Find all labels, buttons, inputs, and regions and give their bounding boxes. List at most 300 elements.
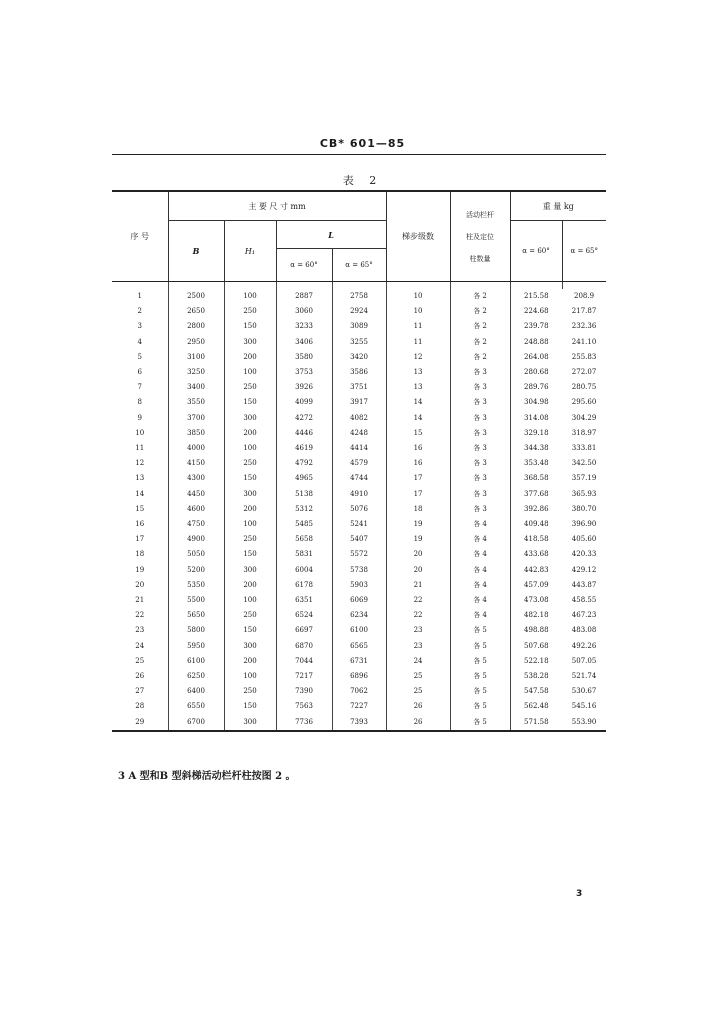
h1-cell: 200: [224, 350, 276, 365]
railing-cell: 各 3: [450, 426, 510, 441]
table-row: [112, 456, 606, 471]
weight-alpha65-cell: 208.9: [574, 292, 595, 300]
serial-cell: 23: [135, 626, 145, 635]
railing-cell: 各 2: [450, 289, 510, 304]
b-cell: 6100: [168, 654, 224, 669]
l-alpha60-cell: 5831: [276, 547, 332, 562]
serial-cell: 20: [135, 580, 145, 589]
l-alpha65-cell: 3420: [332, 350, 386, 365]
weight-alpha60-cell: 239.78: [510, 319, 562, 334]
weight-alpha60-cell: 314.08: [510, 411, 562, 426]
serial-cell: 6: [137, 368, 142, 377]
steps-cell: 13: [386, 380, 450, 395]
h1-cell: 300: [224, 639, 276, 654]
weight-alpha65-cell: 443.87: [571, 580, 597, 589]
h1-cell: 250: [224, 532, 276, 547]
steps-cell: 23: [386, 623, 450, 638]
weight-alpha65-cell: 280.75: [571, 383, 597, 392]
h1-cell: 250: [224, 304, 276, 319]
l-alpha60-cell: 5312: [276, 502, 332, 517]
weight-alpha60-cell: 457.09: [510, 578, 562, 593]
steps-cell: 21: [386, 578, 450, 593]
steps-cell: 13: [386, 365, 450, 380]
weight-alpha65-cell: 458.55: [571, 596, 597, 605]
b-cell: 5500: [168, 593, 224, 608]
weight-alpha65-cell: 357.19: [571, 474, 597, 483]
serial-cell: 15: [135, 504, 145, 513]
b-cell: 6700: [168, 715, 224, 731]
serial-cell: 26: [135, 672, 145, 681]
l-alpha60-cell: 7044: [276, 654, 332, 669]
steps-cell: 24: [386, 654, 450, 669]
railing-cell: 各 4: [450, 517, 510, 532]
h1-cell: 100: [224, 669, 276, 684]
header-steps: 梯步级数: [386, 191, 450, 282]
header-b: B: [168, 221, 224, 282]
b-cell: 6400: [168, 684, 224, 699]
steps-cell: 15: [386, 426, 450, 441]
l-alpha60-cell: 6351: [276, 593, 332, 608]
steps-cell: 16: [386, 456, 450, 471]
l-alpha65-cell: 5738: [332, 563, 386, 578]
table-row: [112, 715, 606, 731]
serial-cell: 10: [135, 428, 145, 437]
l-alpha65-cell: 5407: [332, 532, 386, 547]
standard-code-header: CB* 601—85: [319, 137, 406, 150]
steps-cell: 16: [386, 441, 450, 456]
weight-alpha60-cell: 571.58: [510, 715, 562, 731]
table-row: [112, 304, 606, 319]
railing-cell: 各 3: [450, 441, 510, 456]
h1-cell: 250: [224, 380, 276, 395]
weight-alpha60-cell: 418.58: [510, 532, 562, 547]
h1-cell: 150: [224, 699, 276, 714]
table-row: [112, 684, 606, 699]
l-alpha60-cell: 5485: [276, 517, 332, 532]
h1-cell: 200: [224, 654, 276, 669]
l-alpha65-cell: 3751: [332, 380, 386, 395]
steps-cell: 25: [386, 669, 450, 684]
railing-cell: 各 2: [450, 319, 510, 334]
steps-cell: 25: [386, 684, 450, 699]
l-alpha60-cell: 4272: [276, 411, 332, 426]
weight-alpha65-cell: 545.16: [571, 702, 597, 711]
b-cell: 4600: [168, 502, 224, 517]
b-cell: 2950: [168, 335, 224, 350]
serial-cell: 27: [135, 687, 145, 696]
weight-alpha60-cell: 224.68: [510, 304, 562, 319]
serial-cell: 17: [135, 535, 145, 544]
weight-alpha65-cell: 304.29: [571, 413, 597, 422]
weight-alpha60-cell: 522.18: [510, 654, 562, 669]
serial-cell: 2: [137, 307, 142, 316]
header-weight-alpha65: α = 65°: [562, 221, 606, 282]
l-alpha60-cell: 7390: [276, 684, 332, 699]
weight-alpha65-cell: 318.97: [571, 428, 597, 437]
serial-cell: 9: [137, 413, 142, 422]
h1-cell: 300: [224, 335, 276, 350]
weight-alpha60-cell: 498.88: [510, 623, 562, 638]
steps-cell: 19: [386, 532, 450, 547]
railing-cell: 各 5: [450, 623, 510, 638]
weight-alpha65-cell: 365.93: [571, 489, 597, 498]
steps-cell: 22: [386, 608, 450, 623]
railing-cell: 各 5: [450, 654, 510, 669]
table-row: [112, 699, 606, 714]
weight-alpha65-cell: 255.83: [571, 352, 597, 361]
l-alpha65-cell: 3586: [332, 365, 386, 380]
l-alpha65-cell: 4579: [332, 456, 386, 471]
l-alpha60-cell: 4619: [276, 441, 332, 456]
l-alpha65-cell: 6731: [332, 654, 386, 669]
b-cell: 3100: [168, 350, 224, 365]
table-caption: 表 2: [342, 174, 383, 187]
l-alpha60-cell: 4446: [276, 426, 332, 441]
weight-alpha60-cell: 377.68: [510, 487, 562, 502]
h1-cell: 100: [224, 517, 276, 532]
b-cell: 6550: [168, 699, 224, 714]
l-alpha60-cell: 6697: [276, 623, 332, 638]
weight-alpha65-cell: 342.50: [571, 459, 597, 468]
l-alpha65-cell: 5076: [332, 502, 386, 517]
weight-alpha65-cell: 333.81: [571, 444, 597, 453]
l-alpha60-cell: 2887: [276, 289, 332, 304]
l-alpha65-cell: 2758: [332, 289, 386, 304]
serial-cell: 21: [135, 596, 145, 605]
note-text: 3 A 型和B 型斜梯活动栏杆柱按图 2 。: [118, 771, 296, 782]
b-cell: 5650: [168, 608, 224, 623]
l-alpha65-cell: 4082: [332, 411, 386, 426]
b-cell: 4000: [168, 441, 224, 456]
weight-alpha60-cell: 280.68: [510, 365, 562, 380]
weight-alpha65-cell: 272.07: [571, 368, 597, 377]
l-alpha65-cell: 5572: [332, 547, 386, 562]
l-alpha65-cell: 7227: [332, 699, 386, 714]
table-row: [112, 395, 606, 410]
weight-alpha60-cell: 547.58: [510, 684, 562, 699]
railing-cell: 各 3: [450, 471, 510, 486]
steps-cell: 11: [386, 335, 450, 350]
table-row: [112, 365, 606, 380]
l-alpha60-cell: 4792: [276, 456, 332, 471]
table-row: [112, 441, 606, 456]
l-alpha60-cell: 7563: [276, 699, 332, 714]
weight-alpha65-cell: 507.05: [571, 656, 597, 665]
weight-alpha65-cell: 241.10: [571, 337, 597, 346]
table-row: [112, 623, 606, 638]
l-alpha60-cell: 3580: [276, 350, 332, 365]
steps-cell: 14: [386, 395, 450, 410]
l-alpha65-cell: 3917: [332, 395, 386, 410]
table-row: [112, 532, 606, 547]
serial-cell: 16: [135, 520, 145, 529]
table-padding-row: [112, 282, 606, 290]
weight-alpha60-cell: 433.68: [510, 547, 562, 562]
header-rule: [112, 154, 606, 155]
weight-alpha65-cell: 467.23: [571, 611, 597, 620]
serial-cell: 18: [135, 550, 145, 559]
weight-alpha60-cell: 368.58: [510, 471, 562, 486]
railing-cell: 各 3: [450, 365, 510, 380]
steps-cell: 10: [386, 304, 450, 319]
railing-cell: 各 4: [450, 608, 510, 623]
railing-cell: 各 5: [450, 669, 510, 684]
weight-alpha65-cell: 483.08: [571, 626, 597, 635]
table-row: [112, 471, 606, 486]
serial-cell: 28: [135, 702, 145, 711]
weight-alpha65-cell: 420.33: [571, 550, 597, 559]
l-alpha60-cell: 4965: [276, 471, 332, 486]
h1-cell: 150: [224, 471, 276, 486]
h1-cell: 300: [224, 563, 276, 578]
steps-cell: 23: [386, 639, 450, 654]
table-row: [112, 547, 606, 562]
steps-cell: 26: [386, 699, 450, 714]
railing-cell: 各 4: [450, 593, 510, 608]
b-cell: 4750: [168, 517, 224, 532]
weight-alpha60-cell: 482.18: [510, 608, 562, 623]
serial-cell: 3: [137, 322, 142, 331]
l-alpha60-cell: 5658: [276, 532, 332, 547]
weight-alpha60-cell: 538.28: [510, 669, 562, 684]
h1-cell: 150: [224, 623, 276, 638]
l-alpha65-cell: 5903: [332, 578, 386, 593]
h1-cell: 150: [224, 547, 276, 562]
railing-cell: 各 4: [450, 563, 510, 578]
table-row: [112, 380, 606, 395]
table-row: [112, 593, 606, 608]
l-alpha65-cell: 4910: [332, 487, 386, 502]
l-alpha65-cell: 3089: [332, 319, 386, 334]
l-alpha60-cell: 6178: [276, 578, 332, 593]
h1-cell: 200: [224, 426, 276, 441]
railing-cell: 各 4: [450, 532, 510, 547]
table-row: [112, 487, 606, 502]
l-alpha65-cell: 2924: [332, 304, 386, 319]
serial-cell: 22: [135, 611, 145, 620]
table-row: [112, 426, 606, 441]
railing-cell: 各 3: [450, 487, 510, 502]
steps-cell: 22: [386, 593, 450, 608]
b-cell: 3550: [168, 395, 224, 410]
header-l-alpha60: α = 60°: [276, 249, 332, 282]
l-alpha65-cell: 7393: [332, 715, 386, 731]
dimension-table: [112, 190, 606, 732]
table-row: [112, 289, 606, 304]
h1-cell: 250: [224, 456, 276, 471]
railing-cell: 各 2: [450, 335, 510, 350]
railing-cell: 各 2: [450, 350, 510, 365]
railing-cell: 各 5: [450, 684, 510, 699]
serial-cell: 24: [135, 641, 145, 650]
b-cell: 3850: [168, 426, 224, 441]
l-alpha65-cell: 7062: [332, 684, 386, 699]
serial-cell: 13: [135, 474, 145, 483]
b-cell: 5800: [168, 623, 224, 638]
h1-cell: 100: [224, 289, 276, 304]
h1-cell: 150: [224, 319, 276, 334]
l-alpha60-cell: 3753: [276, 365, 332, 380]
b-cell: 2800: [168, 319, 224, 334]
table-row: [112, 502, 606, 517]
h1-cell: 300: [224, 411, 276, 426]
weight-alpha65-cell: 405.60: [571, 535, 597, 544]
railing-cell: 各 3: [450, 380, 510, 395]
header-railing-line3: 柱数量: [469, 254, 491, 263]
b-cell: 5050: [168, 547, 224, 562]
b-cell: 4900: [168, 532, 224, 547]
l-alpha60-cell: 3233: [276, 319, 332, 334]
weight-alpha60-cell: 409.48: [510, 517, 562, 532]
l-alpha65-cell: 6069: [332, 593, 386, 608]
weight-alpha60-cell: 215.58: [510, 289, 562, 304]
b-cell: 4150: [168, 456, 224, 471]
l-alpha65-cell: 6896: [332, 669, 386, 684]
table-row: [112, 578, 606, 593]
b-cell: 5950: [168, 639, 224, 654]
l-alpha60-cell: 3926: [276, 380, 332, 395]
header-l-alpha65: α = 65°: [332, 249, 386, 282]
l-alpha60-cell: 6870: [276, 639, 332, 654]
table-row: [112, 350, 606, 365]
weight-alpha60-cell: 353.48: [510, 456, 562, 471]
weight-alpha65-cell: 217.87: [571, 307, 597, 316]
steps-cell: 20: [386, 563, 450, 578]
serial-cell: 4: [137, 337, 142, 346]
l-alpha65-cell: 4248: [332, 426, 386, 441]
steps-cell: 17: [386, 487, 450, 502]
serial-cell: 5: [137, 352, 142, 361]
weight-alpha65-cell: 530.67: [571, 687, 597, 696]
steps-cell: 26: [386, 715, 450, 731]
weight-alpha60-cell: 507.68: [510, 639, 562, 654]
weight-alpha60-cell: 442.83: [510, 563, 562, 578]
b-cell: 3400: [168, 380, 224, 395]
weight-alpha60-cell: 344.38: [510, 441, 562, 456]
h1-cell: 150: [224, 395, 276, 410]
weight-alpha65-cell: 380.70: [571, 504, 597, 513]
table-row: [112, 669, 606, 684]
table-row: [112, 563, 606, 578]
h1-cell: 300: [224, 715, 276, 731]
serial-cell: 11: [135, 444, 145, 453]
weight-alpha60-cell: 473.08: [510, 593, 562, 608]
header-weight-alpha60: α = 60°: [510, 221, 562, 282]
b-cell: 3250: [168, 365, 224, 380]
b-cell: 5350: [168, 578, 224, 593]
l-alpha65-cell: 6100: [332, 623, 386, 638]
weight-alpha60-cell: 289.76: [510, 380, 562, 395]
railing-cell: 各 5: [450, 715, 510, 731]
b-cell: 2650: [168, 304, 224, 319]
l-alpha65-cell: 4744: [332, 471, 386, 486]
b-cell: 4300: [168, 471, 224, 486]
table-row: [112, 608, 606, 623]
b-cell: 5200: [168, 563, 224, 578]
serial-cell: 19: [135, 565, 145, 574]
weight-alpha65-cell: 396.90: [571, 520, 597, 529]
railing-cell: 各 4: [450, 547, 510, 562]
header-main-dims: 主 要 尺 寸 mm: [168, 191, 386, 221]
steps-cell: 10: [386, 289, 450, 304]
h1-cell: 200: [224, 578, 276, 593]
steps-cell: 19: [386, 517, 450, 532]
serial-cell: 1: [137, 292, 142, 300]
b-cell: 4450: [168, 487, 224, 502]
serial-cell: 29: [112, 715, 168, 731]
table-row: [112, 654, 606, 669]
h1-cell: 300: [224, 487, 276, 502]
header-l: L: [276, 221, 386, 249]
railing-cell: 各 4: [450, 578, 510, 593]
weight-alpha60-cell: 264.08: [510, 350, 562, 365]
l-alpha65-cell: 6234: [332, 608, 386, 623]
steps-cell: 12: [386, 350, 450, 365]
l-alpha60-cell: 4099: [276, 395, 332, 410]
h1-cell: 200: [224, 502, 276, 517]
l-alpha60-cell: 3060: [276, 304, 332, 319]
header-weight: 重 量 kg: [510, 191, 606, 221]
weight-alpha60-cell: 562.48: [510, 699, 562, 714]
page-number: 3: [576, 889, 583, 899]
b-cell: 2500: [168, 289, 224, 304]
table-row: [112, 517, 606, 532]
l-alpha60-cell: 5138: [276, 487, 332, 502]
weight-alpha65-cell: 429.12: [571, 565, 597, 574]
railing-cell: 各 2: [450, 304, 510, 319]
l-alpha60-cell: 6004: [276, 563, 332, 578]
h1-cell: 100: [224, 365, 276, 380]
table-row: [112, 411, 606, 426]
l-alpha60-cell: 3406: [276, 335, 332, 350]
weight-alpha60-cell: 392.86: [510, 502, 562, 517]
b-cell: 3700: [168, 411, 224, 426]
h1-cell: 100: [224, 593, 276, 608]
steps-cell: 18: [386, 502, 450, 517]
steps-cell: 14: [386, 411, 450, 426]
h1-cell: 250: [224, 684, 276, 699]
weight-alpha60-cell: 329.18: [510, 426, 562, 441]
header-railing-line1: 活动栏杆: [466, 210, 495, 219]
l-alpha65-cell: 3255: [332, 335, 386, 350]
l-alpha65-cell: 6565: [332, 639, 386, 654]
serial-cell: 8: [137, 398, 142, 407]
railing-cell: 各 5: [450, 639, 510, 654]
l-alpha65-cell: 4414: [332, 441, 386, 456]
weight-alpha65-cell: 232.36: [571, 322, 597, 331]
table-row: [112, 335, 606, 350]
header-railing: [450, 191, 510, 282]
table-row: [112, 639, 606, 654]
b-cell: 6250: [168, 669, 224, 684]
serial-cell: 25: [135, 656, 145, 665]
railing-cell: 各 3: [450, 502, 510, 517]
steps-cell: 17: [386, 471, 450, 486]
header-serial: 序 号: [112, 191, 168, 282]
railing-cell: 各 3: [450, 395, 510, 410]
weight-alpha65-cell: 521.74: [571, 672, 597, 681]
steps-cell: 20: [386, 547, 450, 562]
railing-cell: 各 3: [450, 456, 510, 471]
serial-cell: 7: [137, 383, 142, 392]
l-alpha65-cell: 5241: [332, 517, 386, 532]
l-alpha60-cell: 7736: [276, 715, 332, 731]
serial-cell: 14: [135, 489, 145, 498]
railing-cell: 各 5: [450, 699, 510, 714]
weight-alpha65-cell: 295.60: [571, 398, 597, 407]
h1-cell: 250: [224, 608, 276, 623]
weight-alpha65-cell: 553.90: [562, 715, 606, 731]
